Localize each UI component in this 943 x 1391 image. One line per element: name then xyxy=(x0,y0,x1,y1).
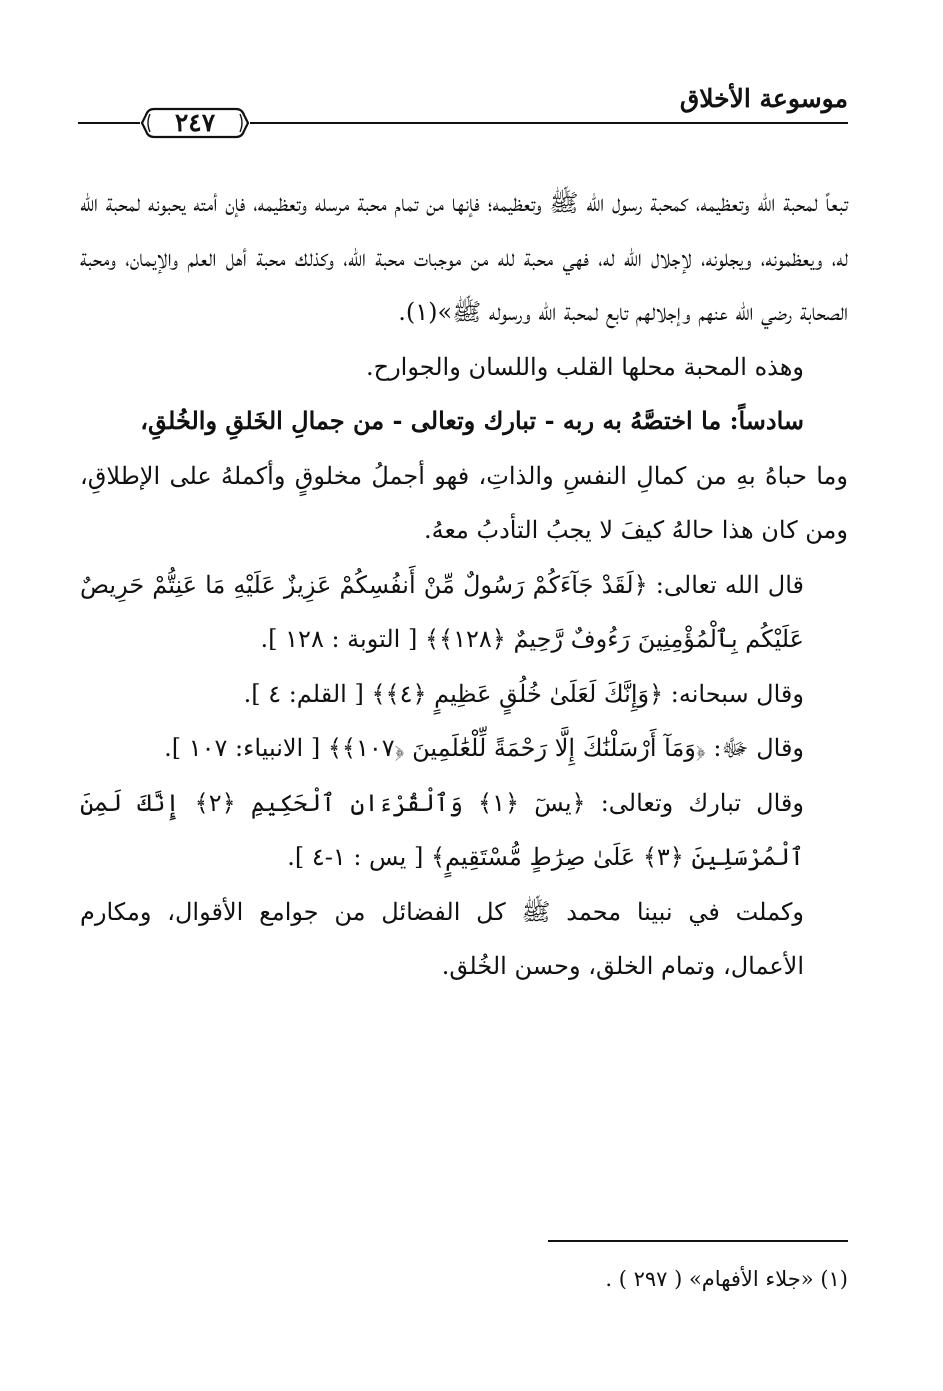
quran-quote-qalam: وقال سبحانه: ﴿وَإِنَّكَ لَعَلَىٰ خُلُقٍ عَظِيمٍ ﴿٤﴾﴾ [ القلم: ٤ ]. xyxy=(243,679,804,708)
paragraph-continuation: تبعاً لمحبة الله وتعظيمه، كمحبة رسول الله ﷺ وتعظيمه؛ فإنها من تمام محبة مرسله وتعظيمه، فإن أمته يحبونه لمحبة الله له، ويعظمونه، ويجلونه، لإجلال الله له، فهي محبة لله من موجبات محبة الله، وكذلك محبة أهل العلم والإيمان، ومحبة الصحابة رضي الله عنهم وإجلالهم تابع لمحبة الله ورسوله ﷺ»(١). xyxy=(80,189,848,326)
quran-quote-anbiya: وقال ﷻ: ﴿وَمَآ أَرْسَلْنَٰكَ إِلَّا رَحْمَةً لِّلْعَٰلَمِينَ ﴿١٠٧﴾﴾ [ الانبياء: ١٠٧ ]. xyxy=(164,734,804,762)
running-title: موسوعة الأخلاق xyxy=(679,84,848,113)
header-rule-right xyxy=(250,122,848,124)
paragraph-location: وهذه المحبة محلها القلب واللسان والجوارح. xyxy=(365,352,804,381)
page-number-badge xyxy=(140,106,250,140)
paragraph-virtues: وكملت في نبينا محمد ﷺ كل الفضائل من جوامع الأقوال، ومكارم الأعمال، وتمام الخلق، وحسن الخُلق. xyxy=(80,897,804,980)
paragraph-perfection: وما حباهُ بهِ من كمالِ النفسِ والذاتِ، فهو أجملُ مخلوقٍ وأكملهُ على الإطلاقِ، ومن كان هذا حالهُ كيفَ لا يجبُ التأدبُ معهُ. xyxy=(80,461,848,544)
page-header xyxy=(78,78,848,138)
footnote-separator xyxy=(548,1240,848,1242)
main-text xyxy=(80,176,848,994)
header-rule-left xyxy=(78,122,140,124)
page-number: ٢٤٧ xyxy=(174,108,216,137)
quran-quote-tawbah: قال الله تعالى: ﴿لَقَدْ جَآءَكُمْ رَسُولٌ مِّنْ أَنفُسِكُمْ عَزِيزٌ عَلَيْهِ مَا عَنِتُّمْ حَرِيصٌ عَلَيْكُم بِٱلْمُؤْمِنِينَ رَءُوفٌ رَّحِيمٌ ﴿١٢٨﴾﴾ [ التوبة : ١٢٨ ]. xyxy=(80,570,804,653)
section-heading: سادساً: ما اختصَّهُ به ربه - تبارك وتعالى - من جمالِ الخَلقِ والخُلقِ، xyxy=(140,406,804,435)
quran-quote-yasin: وقال تبارك وتعالى: ﴿يسٓ ﴿١﴾ وَٱلْقُرْءَانِ ٱلْحَكِيمِ ﴿٢﴾ إِنَّكَ لَمِنَ ٱلْمُرْسَلِينَ ﴿٣﴾ عَلَىٰ صِرَٰطٍ مُّسْتَقِيمٍ﴾ [ يس : ١-٤ ]. xyxy=(80,788,804,871)
footnote: (١) «جلاء الأفهام» ( ٢٩٧ ) . xyxy=(605,1267,848,1291)
